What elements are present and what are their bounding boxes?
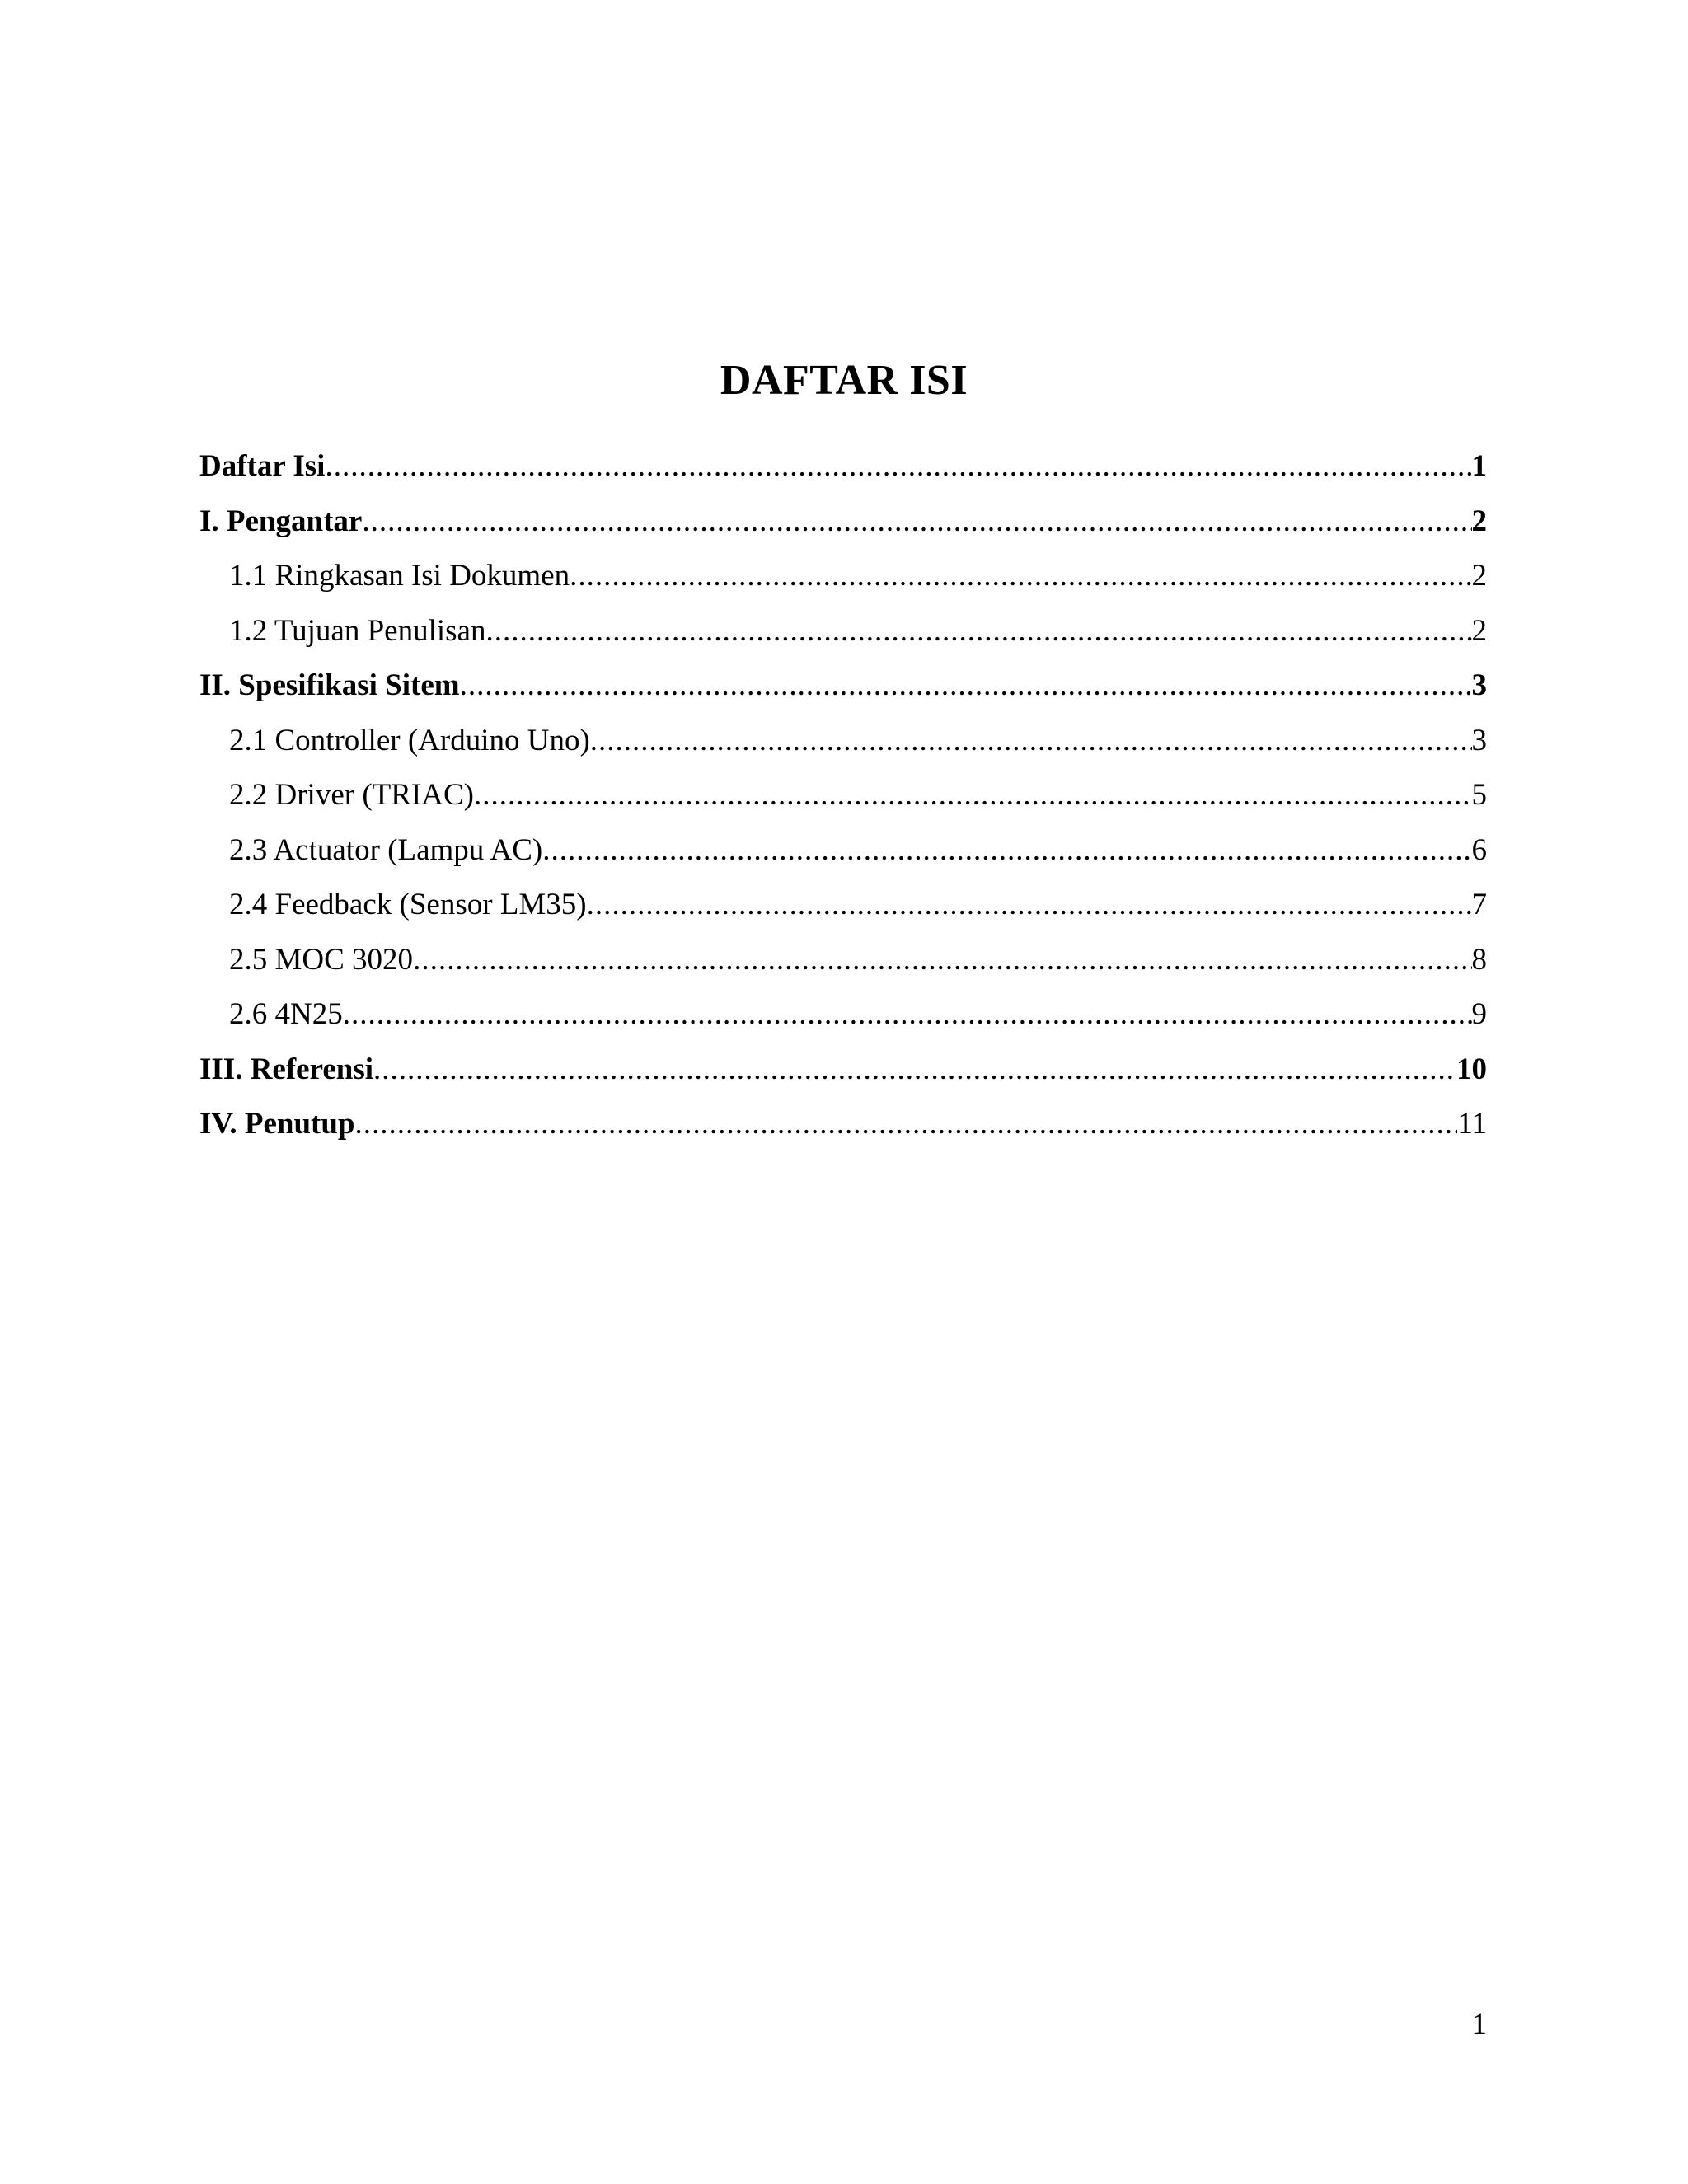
toc-entry-spesifikasi-sitem [199,658,1487,714]
toc-dot-leader [460,658,1472,714]
toc-entry-daftar-isi [199,439,1487,494]
toc-entry-label: 2.2 Driver (TRIAC) [229,778,474,812]
toc-dot-leader [373,1043,1456,1098]
page-number: 1 [1471,2008,1487,2041]
toc-dot-leader [362,494,1471,550]
toc-entry-moc-3020 [199,933,1487,988]
toc-entry-label: II. Spesifikasi Sitem [199,668,460,702]
toc-dot-leader [355,1097,1458,1152]
toc-entry-page: 7 [1471,888,1487,921]
toc-entry-page: 2 [1471,613,1487,648]
toc-entry-page: 2 [1471,504,1487,538]
toc-dot-leader [325,439,1471,494]
toc-entry-label: 1.2 Tujuan Penulisan [229,613,486,648]
toc-entry-page: 9 [1471,997,1487,1031]
toc-entry-label: IV. Penutup [199,1107,355,1141]
toc-entry-controller [199,714,1487,769]
toc-entry-page: 2 [1471,559,1487,593]
toc-entry-label: III. Referensi [199,1052,374,1086]
toc-entry-page: 3 [1471,723,1487,757]
toc-dot-leader [485,604,1471,659]
toc-entry-page: 1 [1471,449,1487,483]
toc-entry-page: 8 [1471,942,1487,977]
toc-entry-tujuan-penulisan [199,604,1487,659]
toc-dot-leader [542,823,1471,879]
toc-entry-page: 11 [1457,1107,1487,1141]
toc-entry-label: 2.4 Feedback (Sensor LM35) [229,888,587,921]
toc-entry-label: 2.3 Actuator (Lampu AC) [229,832,543,867]
toc-entry-page: 10 [1456,1052,1487,1086]
toc-entry-actuator [199,823,1487,879]
toc-entry-label: I. Pengantar [199,504,363,538]
toc-entry-referensi [199,1043,1487,1098]
toc-entry-page: 3 [1471,668,1487,702]
toc-dot-leader [587,878,1472,933]
toc-entry-penutup [199,1097,1487,1152]
toc-dot-leader [343,987,1472,1043]
toc-entry-feedback [199,878,1487,933]
toc-entry-ringkasan-isi-dokumen [199,549,1487,604]
toc-entry-page: 6 [1471,832,1487,867]
toc-dot-leader [474,768,1472,823]
toc-dot-leader [570,549,1471,604]
toc-entry-4n25 [199,987,1487,1043]
toc-entry-driver [199,768,1487,823]
toc-entry-label: 2.6 4N25 [229,997,343,1031]
toc-entry-label: Daftar Isi [199,449,326,483]
toc-entry-pengantar [199,494,1487,550]
toc-dot-leader [413,933,1471,988]
toc-entry-label: 2.5 MOC 3020 [229,942,414,977]
toc-dot-leader [590,714,1472,769]
toc-entry-page: 5 [1471,778,1487,812]
table-of-contents [199,439,1487,1152]
page-title: DAFTAR ISI [720,357,968,404]
toc-entry-label: 1.1 Ringkasan Isi Dokumen [229,559,570,593]
toc-entry-label: 2.1 Controller (Arduino Uno) [229,723,590,757]
